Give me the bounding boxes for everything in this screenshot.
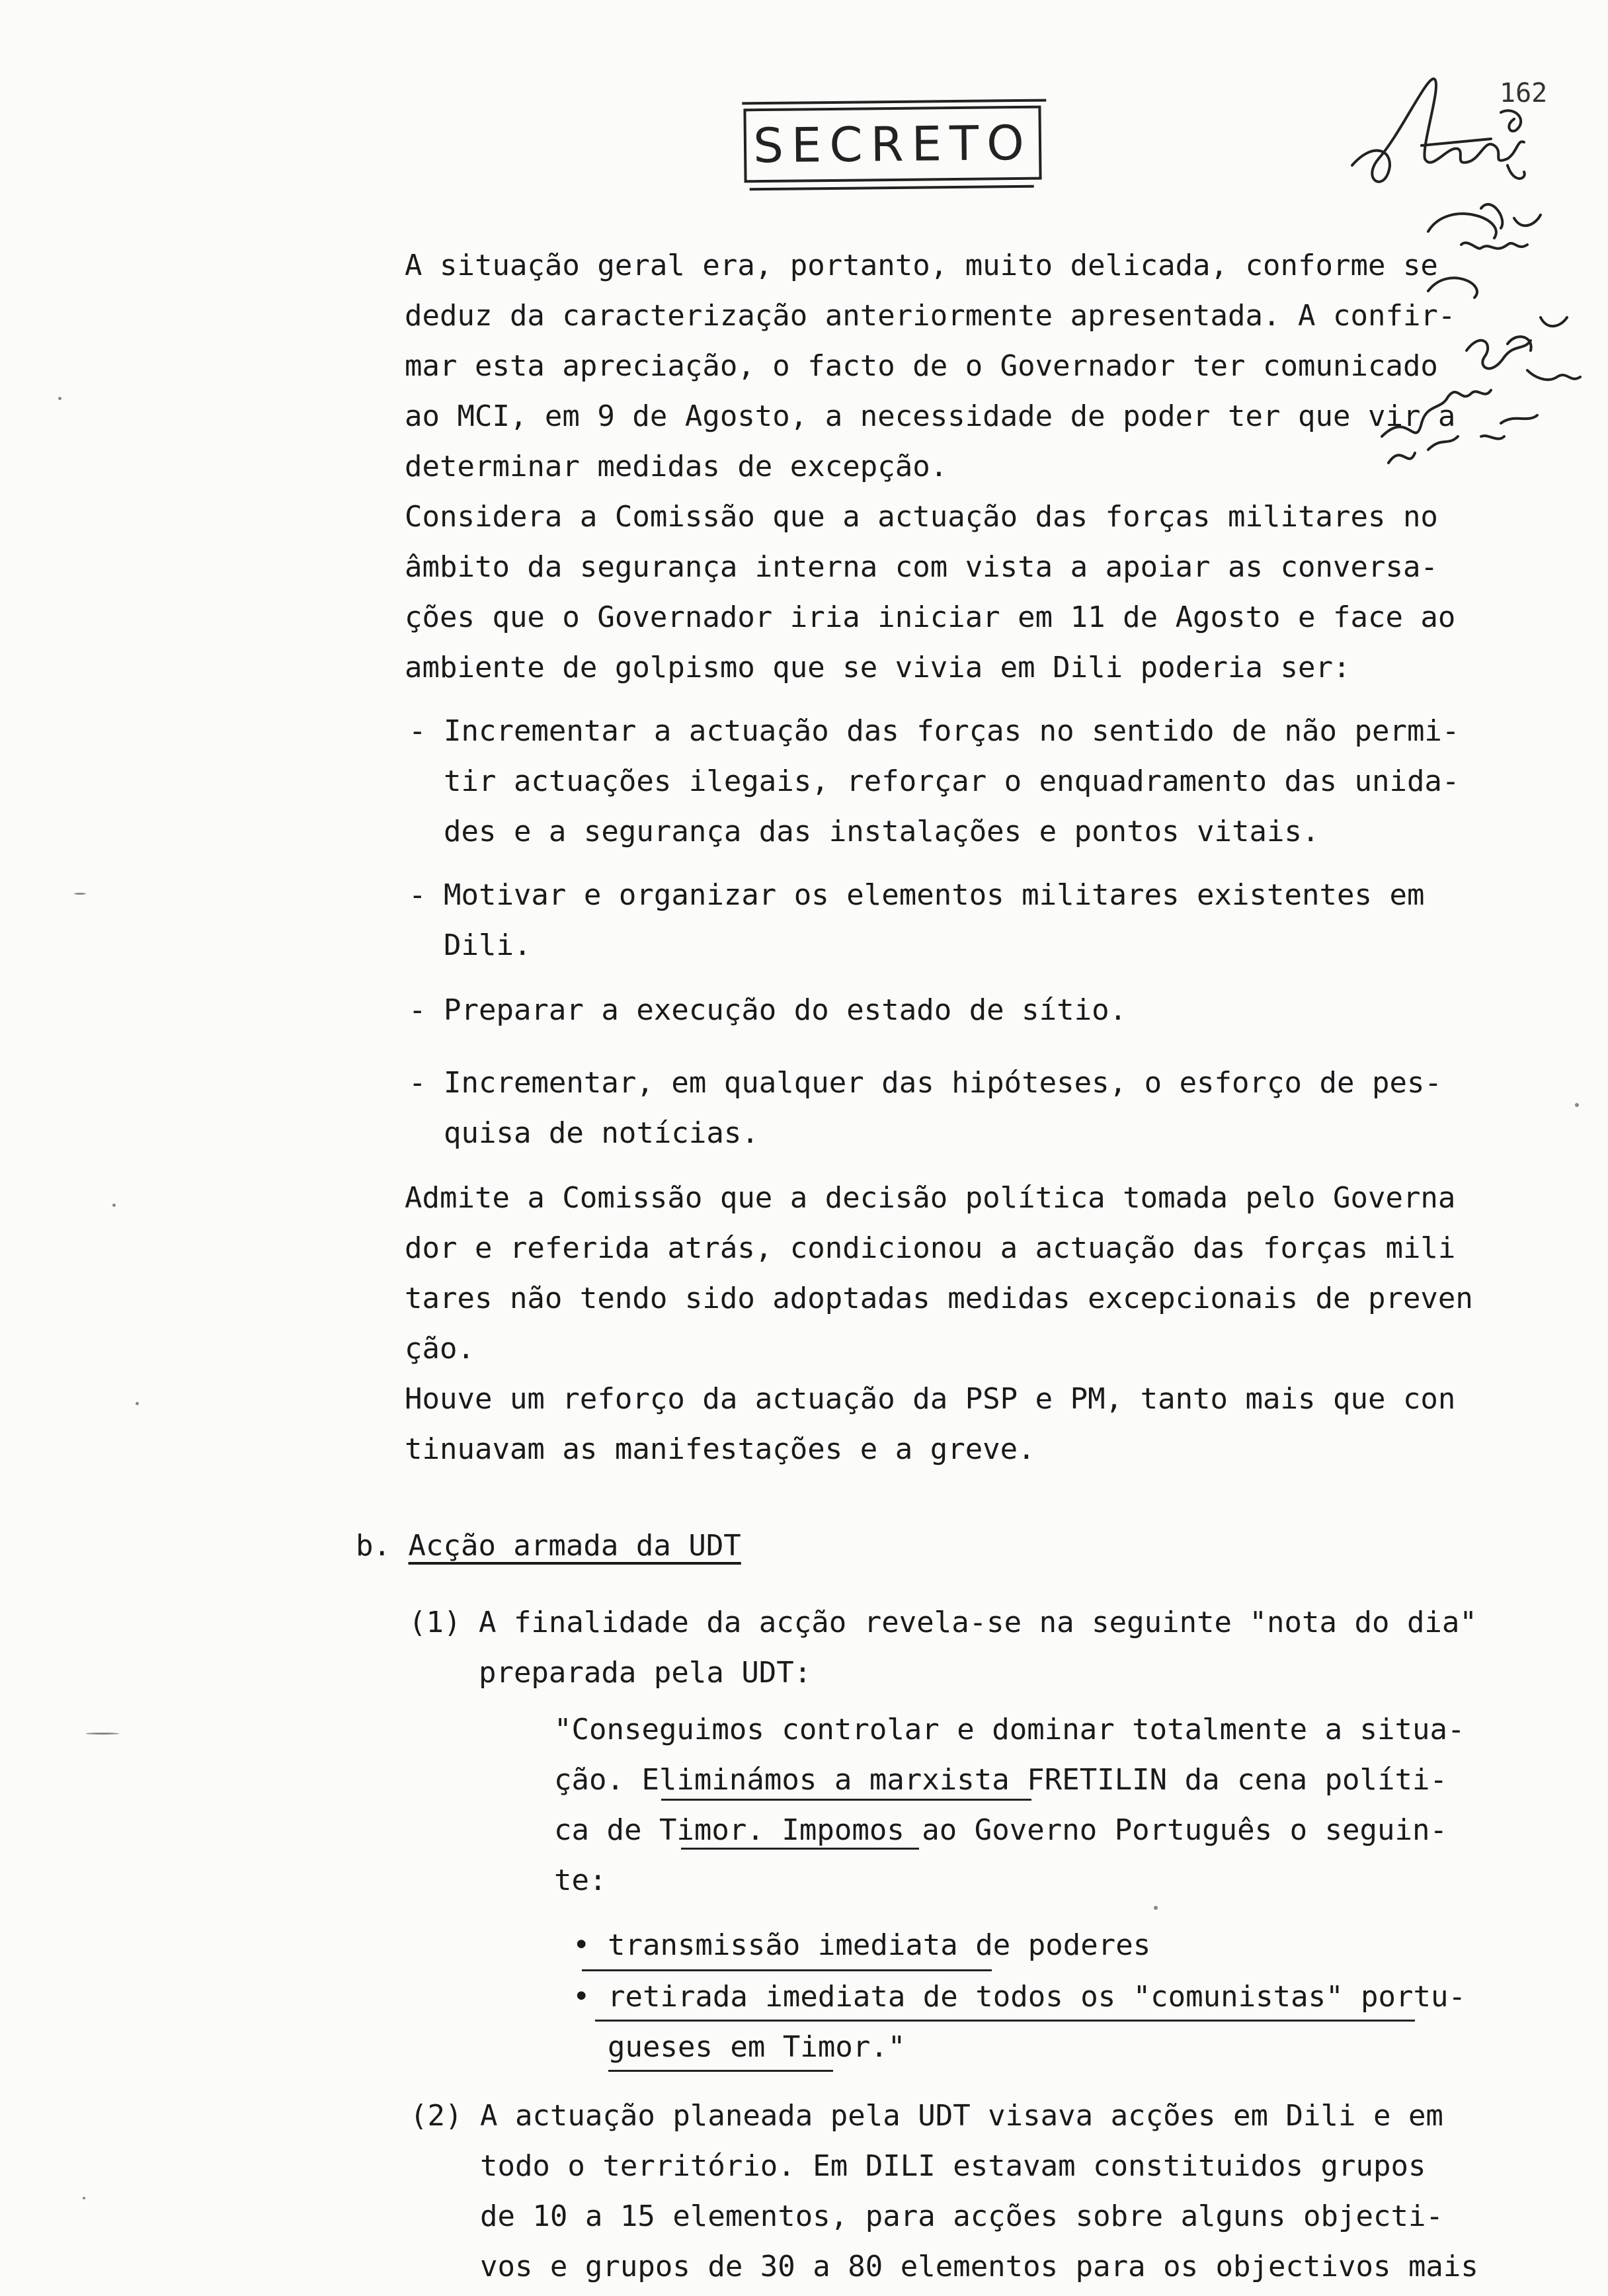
scan-speck xyxy=(136,1402,139,1405)
text-line: A situação geral era, portanto, muito delicada, conforme se xyxy=(405,249,1438,282)
secret-stamp: SECRETO xyxy=(743,106,1041,183)
text-line: "Conseguimos controlar e dominar totalmente a situa- xyxy=(554,1713,1465,1746)
text-line: todo o território. Em DILI estavam constituidos grupos xyxy=(410,2149,1426,2183)
text-line: mar esta apreciação, o facto de o Governador ter comunicado xyxy=(405,349,1438,383)
scan-speck xyxy=(112,1204,116,1207)
underline-mark xyxy=(681,1848,919,1850)
text-line: tares não tendo sido adoptadas medidas excepcionais de preven xyxy=(405,1282,1473,1315)
text-line: - Motivar e organizar os elementos militares existentes em xyxy=(409,878,1425,912)
text-line: - Preparar a execução do estado de sítio. xyxy=(409,993,1127,1027)
text-line: ções que o Governador iria iniciar em 11 de Agosto e face ao xyxy=(405,600,1456,634)
item-2 xyxy=(410,2091,1478,2292)
text-line: te: xyxy=(554,1864,607,1897)
text-line: gueses em Timor." xyxy=(573,2030,906,2064)
decision-paragraph xyxy=(405,1173,1473,1374)
underline-mark xyxy=(595,2020,1415,2022)
scan-speck xyxy=(1575,1103,1579,1107)
measure-item xyxy=(409,706,1459,857)
text-line: preparada pela UDT: xyxy=(409,1656,812,1690)
text-line: (1) A finalidade da acção revela-se na seguinte "nota do dia" xyxy=(409,1606,1477,1639)
text-line: âmbito da segurança interna com vista a apoiar as conversa- xyxy=(405,550,1438,584)
text-line: de 10 a 15 elementos, para acções sobre alguns objecti- xyxy=(410,2199,1443,2233)
text-line: dor e referida atrás, condicionou a actuação das forças mili xyxy=(405,1231,1456,1265)
text-line: - Incrementar, em qualquer das hipóteses, o esforço de pes- xyxy=(409,1066,1442,1100)
measure-item xyxy=(409,870,1424,971)
text-line: Considera a Comissão que a actuação das forças militares no xyxy=(405,500,1438,534)
quoted-note xyxy=(554,1705,1465,1906)
scan-speck xyxy=(58,397,61,400)
commission-paragraph xyxy=(405,492,1455,693)
text-line: ção. Eliminámos a marxista FRETILIN da cena políti- xyxy=(554,1763,1448,1797)
page-number: 162 xyxy=(1500,78,1548,108)
section-marker: b. xyxy=(356,1529,391,1563)
text-line: • retirada imediata de todos os "comunistas" portu- xyxy=(573,1980,1467,2014)
text-line: Houve um reforço da actuação da PSP e PM, tanto mais que con xyxy=(405,1382,1456,1416)
text-line: tir actuações ilegais, reforçar o enquadramento das unida- xyxy=(409,764,1460,798)
text-line: tinuavam as manifestações e a greve. xyxy=(405,1432,1035,1466)
text-line: ambiente de golpismo que se vivia em Dili poderia ser: xyxy=(405,651,1351,684)
text-line: ca de Timor. Impomos ao Governo Português o seguin- xyxy=(554,1813,1448,1847)
quote-list-item xyxy=(573,1920,1150,1971)
section-title: Acção armada da UDT xyxy=(408,1529,741,1563)
underline-mark xyxy=(608,2070,833,2072)
text-line: quisa de notícias. xyxy=(409,1116,759,1150)
measure-item xyxy=(409,1058,1442,1159)
underline-mark xyxy=(661,1799,1031,1801)
scan-speck xyxy=(83,2197,85,2199)
text-line: ção. xyxy=(405,1332,475,1366)
text-line: Dili. xyxy=(409,928,532,962)
intro-paragraph xyxy=(405,241,1455,492)
text-line: determinar medidas de excepção. xyxy=(405,450,948,483)
reinforcement-paragraph xyxy=(405,1374,1455,1475)
text-line: vos e grupos de 30 a 80 elementos para os objectivos mais xyxy=(410,2250,1478,2283)
text-line: • transmissão imediata de poderes xyxy=(573,1928,1151,1962)
text-line: (2) A actuação planeada pela UDT visava acções em Dili e em xyxy=(410,2099,1443,2133)
scan-speck xyxy=(1154,1906,1158,1910)
scan-speck xyxy=(86,1733,119,1735)
section-b-heading xyxy=(356,1521,741,1571)
text-line: des e a segurança das instalações e pontos vitais. xyxy=(409,815,1320,848)
measure-item xyxy=(409,985,1127,1036)
quote-list-item xyxy=(573,1972,1466,2072)
underline-mark xyxy=(582,1969,992,1971)
item-1 xyxy=(409,1598,1477,1698)
text-line: ao MCI, em 9 de Agosto, a necessidade de poder ter que vir a xyxy=(405,399,1456,433)
text-line: Admite a Comissão que a decisão política tomada pelo Governa xyxy=(405,1181,1456,1215)
scan-speck xyxy=(74,893,86,895)
text-line: deduz da caracterização anteriormente apresentada. A confir- xyxy=(405,299,1456,333)
text-line: - Incrementar a actuação das forças no sentido de não permi- xyxy=(409,714,1460,748)
